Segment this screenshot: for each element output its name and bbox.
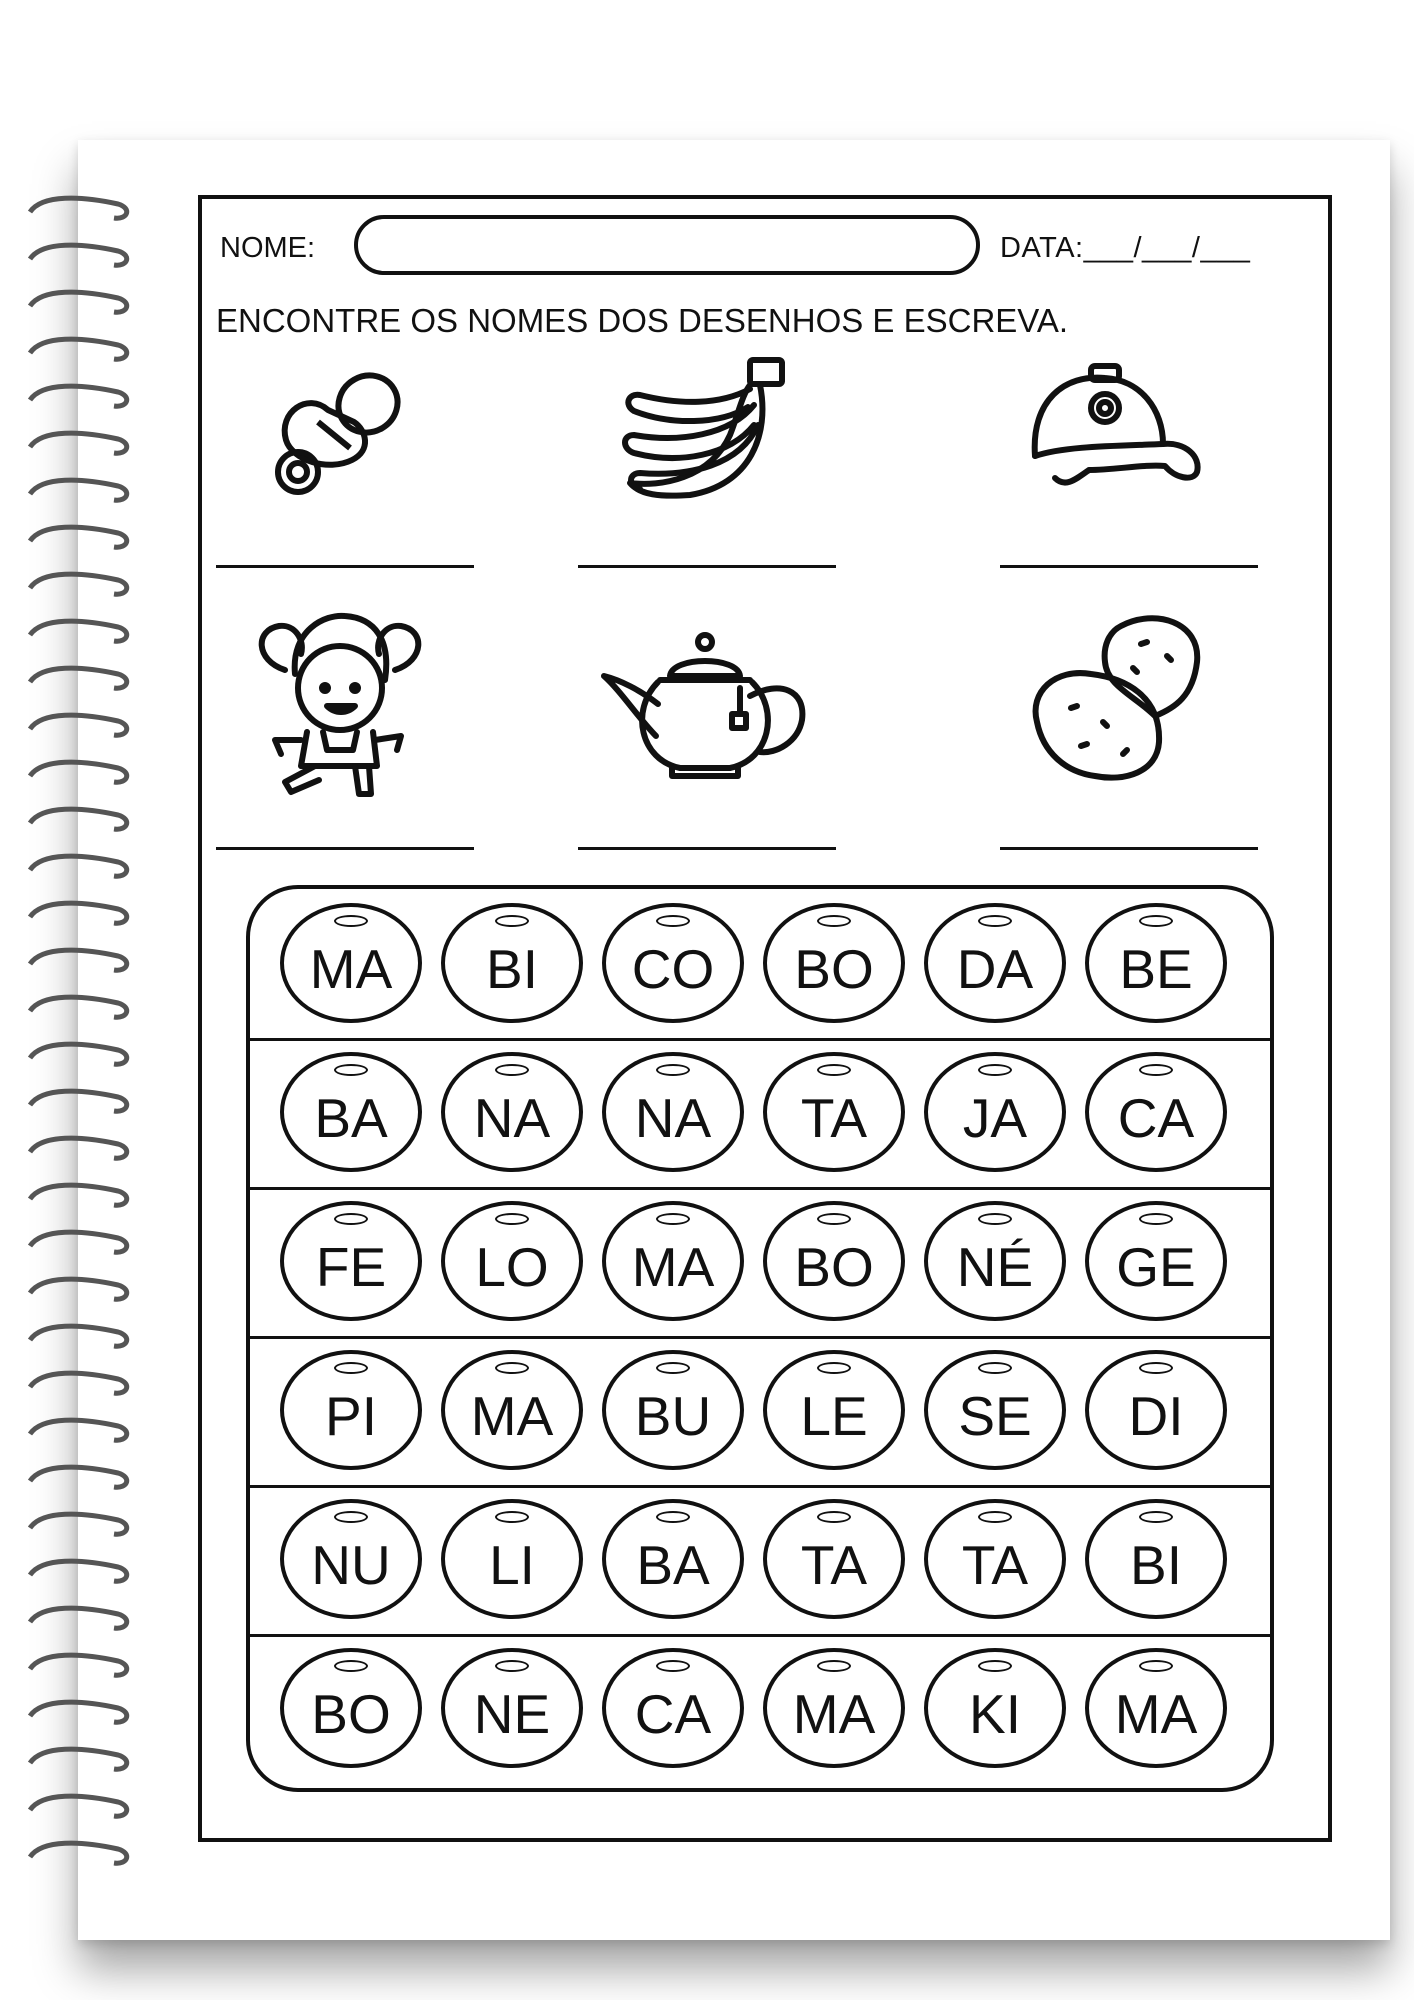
- syllable-bubble[interactable]: [280, 1201, 422, 1321]
- syllable-text: FE: [315, 1236, 387, 1298]
- spiral-coil: [30, 1185, 127, 1205]
- syllable-text: TA: [800, 1534, 868, 1596]
- syllable-bubble[interactable]: [763, 1350, 905, 1470]
- bubble-hole: [978, 1362, 1012, 1374]
- answer-line[interactable]: [578, 847, 836, 850]
- bubble-hole: [1139, 1511, 1173, 1523]
- bubble-hole: [334, 1213, 368, 1225]
- bubble-hole: [495, 1511, 529, 1523]
- grid-row-divider: [250, 1336, 1270, 1339]
- grid-row-divider: [250, 1634, 1270, 1637]
- answer-line[interactable]: [216, 565, 474, 568]
- bubble-hole: [817, 1362, 851, 1374]
- syllable-text: CA: [634, 1683, 712, 1745]
- bubble-hole: [1139, 1213, 1173, 1225]
- bubble-hole: [817, 1213, 851, 1225]
- syllable-bubble[interactable]: [602, 1052, 744, 1172]
- bubble-hole: [817, 1660, 851, 1672]
- bubble-hole: [334, 1064, 368, 1076]
- syllable-bubble[interactable]: [1085, 1350, 1227, 1470]
- syllable-bubble[interactable]: [280, 903, 422, 1023]
- spiral-coil: [30, 1561, 127, 1581]
- syllable-bubble[interactable]: [924, 1648, 1066, 1768]
- syllable-grid: [246, 885, 1274, 1792]
- spiral-coil: [30, 198, 127, 218]
- bubble-hole: [495, 1064, 529, 1076]
- spiral-coil: [30, 433, 127, 453]
- bubble-hole: [1139, 1660, 1173, 1672]
- grid-row-divider: [250, 1485, 1270, 1488]
- spiral-coil: [30, 1749, 127, 1769]
- spiral-coil: [30, 809, 127, 829]
- syllable-text: KI: [969, 1683, 1021, 1745]
- syllable-bubble[interactable]: [602, 903, 744, 1023]
- bubble-hole: [817, 1064, 851, 1076]
- syllable-text: JA: [962, 1087, 1028, 1149]
- bubble-hole: [656, 1660, 690, 1672]
- spiral-coil: [30, 1467, 127, 1487]
- spiral-coil: [30, 1420, 127, 1440]
- syllable-bubble[interactable]: [280, 1648, 422, 1768]
- answer-line[interactable]: [1000, 565, 1258, 568]
- syllable-bubble[interactable]: [441, 1201, 583, 1321]
- bubble-hole: [817, 915, 851, 927]
- syllable-bubble[interactable]: [1085, 903, 1227, 1023]
- spiral-coil: [30, 339, 127, 359]
- syllable-bubble[interactable]: [924, 1499, 1066, 1619]
- syllable-text: SE: [958, 1385, 1032, 1447]
- spiral-coil: [30, 903, 127, 923]
- spiral-coil: [30, 1091, 127, 1111]
- syllable-bubble[interactable]: [1085, 1648, 1227, 1768]
- syllable-text: MA: [1114, 1683, 1198, 1745]
- syllable-bubble[interactable]: [763, 1052, 905, 1172]
- potato-icon: [1025, 612, 1205, 787]
- syllable-text: MA: [470, 1385, 554, 1447]
- syllable-text: LO: [475, 1236, 549, 1298]
- syllable-text: NA: [634, 1087, 712, 1149]
- syllable-text: TA: [961, 1534, 1029, 1596]
- spiral-coil: [30, 1796, 127, 1816]
- date-field[interactable]: DATA:___/___/___: [1000, 232, 1251, 264]
- syllable-text: NU: [311, 1534, 391, 1596]
- syllable-text: BO: [794, 938, 874, 1000]
- syllable-text: LI: [489, 1534, 535, 1596]
- bubble-hole: [1139, 1064, 1173, 1076]
- syllable-bubble[interactable]: [1085, 1052, 1227, 1172]
- syllable-bubble[interactable]: [924, 1201, 1066, 1321]
- spiral-coil: [30, 762, 127, 782]
- syllable-text: BI: [1130, 1534, 1182, 1596]
- pacifier-icon: [268, 362, 418, 502]
- bubble-hole: [817, 1511, 851, 1523]
- spiral-coil: [30, 292, 127, 312]
- syllable-text: MA: [309, 938, 393, 1000]
- syllable-text: BI: [486, 938, 538, 1000]
- syllable-bubble[interactable]: [924, 1052, 1066, 1172]
- syllable-text: BU: [634, 1385, 712, 1447]
- answer-line[interactable]: [216, 847, 474, 850]
- spiral-coil: [30, 1044, 127, 1064]
- spiral-coil: [30, 1326, 127, 1346]
- syllable-text: BA: [636, 1534, 710, 1596]
- bubble-hole: [495, 1660, 529, 1672]
- bubble-hole: [978, 1660, 1012, 1672]
- syllable-text: BO: [794, 1236, 874, 1298]
- syllable-bubble[interactable]: [441, 903, 583, 1023]
- syllable-bubble[interactable]: [602, 1201, 744, 1321]
- syllable-bubble[interactable]: [763, 903, 905, 1023]
- syllable-bubble[interactable]: [763, 1648, 905, 1768]
- spiral-coil: [30, 997, 127, 1017]
- bubble-hole: [334, 915, 368, 927]
- bubble-hole: [978, 1511, 1012, 1523]
- spiral-coil: [30, 1279, 127, 1299]
- syllable-text: LE: [800, 1385, 868, 1447]
- syllable-text: TA: [800, 1087, 868, 1149]
- syllable-bubble[interactable]: [280, 1052, 422, 1172]
- spiral-coil: [30, 621, 127, 641]
- syllable-bubble[interactable]: [924, 1350, 1066, 1470]
- syllable-bubble[interactable]: [602, 1350, 744, 1470]
- spiral-coil: [30, 1514, 127, 1534]
- bubble-hole: [495, 915, 529, 927]
- spiral-coil: [30, 245, 127, 265]
- answer-line[interactable]: [578, 565, 836, 568]
- syllable-text: DI: [1128, 1385, 1184, 1447]
- spiral-coil: [30, 668, 127, 688]
- syllable-bubble[interactable]: [280, 1499, 422, 1619]
- teapot-icon: [600, 630, 815, 780]
- grid-row-divider: [250, 1187, 1270, 1190]
- spiral-binding: [22, 188, 132, 1888]
- syllable-bubble[interactable]: [280, 1350, 422, 1470]
- syllable-bubble[interactable]: [602, 1499, 744, 1619]
- instruction-text: ENCONTRE OS NOMES DOS DESENHOS E ESCREVA.: [216, 302, 1069, 339]
- syllable-bubble[interactable]: [924, 903, 1066, 1023]
- syllable-text: MA: [792, 1683, 876, 1745]
- syllable-text: BO: [311, 1683, 391, 1745]
- spiral-coil: [30, 527, 127, 547]
- syllable-bubble[interactable]: [441, 1499, 583, 1619]
- syllable-bubble[interactable]: [441, 1648, 583, 1768]
- syllable-bubble[interactable]: [763, 1499, 905, 1619]
- answer-line[interactable]: [1000, 847, 1258, 850]
- spiral-coil: [30, 856, 127, 876]
- syllable-text: BA: [314, 1087, 388, 1149]
- bubble-hole: [656, 1511, 690, 1523]
- syllable-text: NÉ: [956, 1236, 1034, 1298]
- spiral-coil: [30, 1138, 127, 1158]
- spiral-coil: [30, 480, 127, 500]
- syllable-bubble[interactable]: [1085, 1201, 1227, 1321]
- syllable-bubble[interactable]: [602, 1648, 744, 1768]
- bubble-hole: [1139, 1362, 1173, 1374]
- syllable-text: BE: [1119, 938, 1193, 1000]
- syllable-text: NE: [473, 1683, 551, 1745]
- syllable-text: NA: [473, 1087, 551, 1149]
- syllable-text: CA: [1117, 1087, 1195, 1149]
- bubble-hole: [978, 1064, 1012, 1076]
- banana-bunch-icon: [620, 355, 800, 515]
- name-label: NOME:: [220, 232, 316, 264]
- grid-row-divider: [250, 1038, 1270, 1041]
- spiral-coil: [30, 715, 127, 735]
- bubble-hole: [334, 1511, 368, 1523]
- syllable-bubble[interactable]: [763, 1201, 905, 1321]
- name-field[interactable]: [354, 215, 980, 275]
- bubble-hole: [656, 915, 690, 927]
- syllable-bubble[interactable]: [1085, 1499, 1227, 1619]
- bubble-hole: [656, 1362, 690, 1374]
- syllable-bubble[interactable]: [441, 1052, 583, 1172]
- bubble-hole: [978, 1213, 1012, 1225]
- syllable-text: GE: [1116, 1236, 1196, 1298]
- syllable-text: PI: [325, 1385, 377, 1447]
- bubble-hole: [495, 1213, 529, 1225]
- doll-icon: [245, 610, 435, 800]
- spiral-coil: [30, 1655, 127, 1675]
- spiral-coil: [30, 1702, 127, 1722]
- bubble-hole: [656, 1213, 690, 1225]
- bubble-hole: [978, 915, 1012, 927]
- spiral-coil: [30, 950, 127, 970]
- bubble-hole: [334, 1362, 368, 1374]
- syllable-text: MA: [631, 1236, 715, 1298]
- bubble-hole: [334, 1660, 368, 1672]
- spiral-coil: [30, 1232, 127, 1252]
- spiral-coil: [30, 574, 127, 594]
- bubble-hole: [1139, 915, 1173, 927]
- spiral-coil: [30, 1373, 127, 1393]
- spiral-coil: [30, 1843, 127, 1863]
- spiral-coil: [30, 1608, 127, 1628]
- bubble-hole: [656, 1064, 690, 1076]
- syllable-text: DA: [956, 938, 1034, 1000]
- syllable-text: CO: [631, 938, 715, 1000]
- cap-icon: [1025, 360, 1205, 495]
- bubble-hole: [495, 1362, 529, 1374]
- syllable-bubble[interactable]: [441, 1350, 583, 1470]
- spiral-coil: [30, 386, 127, 406]
